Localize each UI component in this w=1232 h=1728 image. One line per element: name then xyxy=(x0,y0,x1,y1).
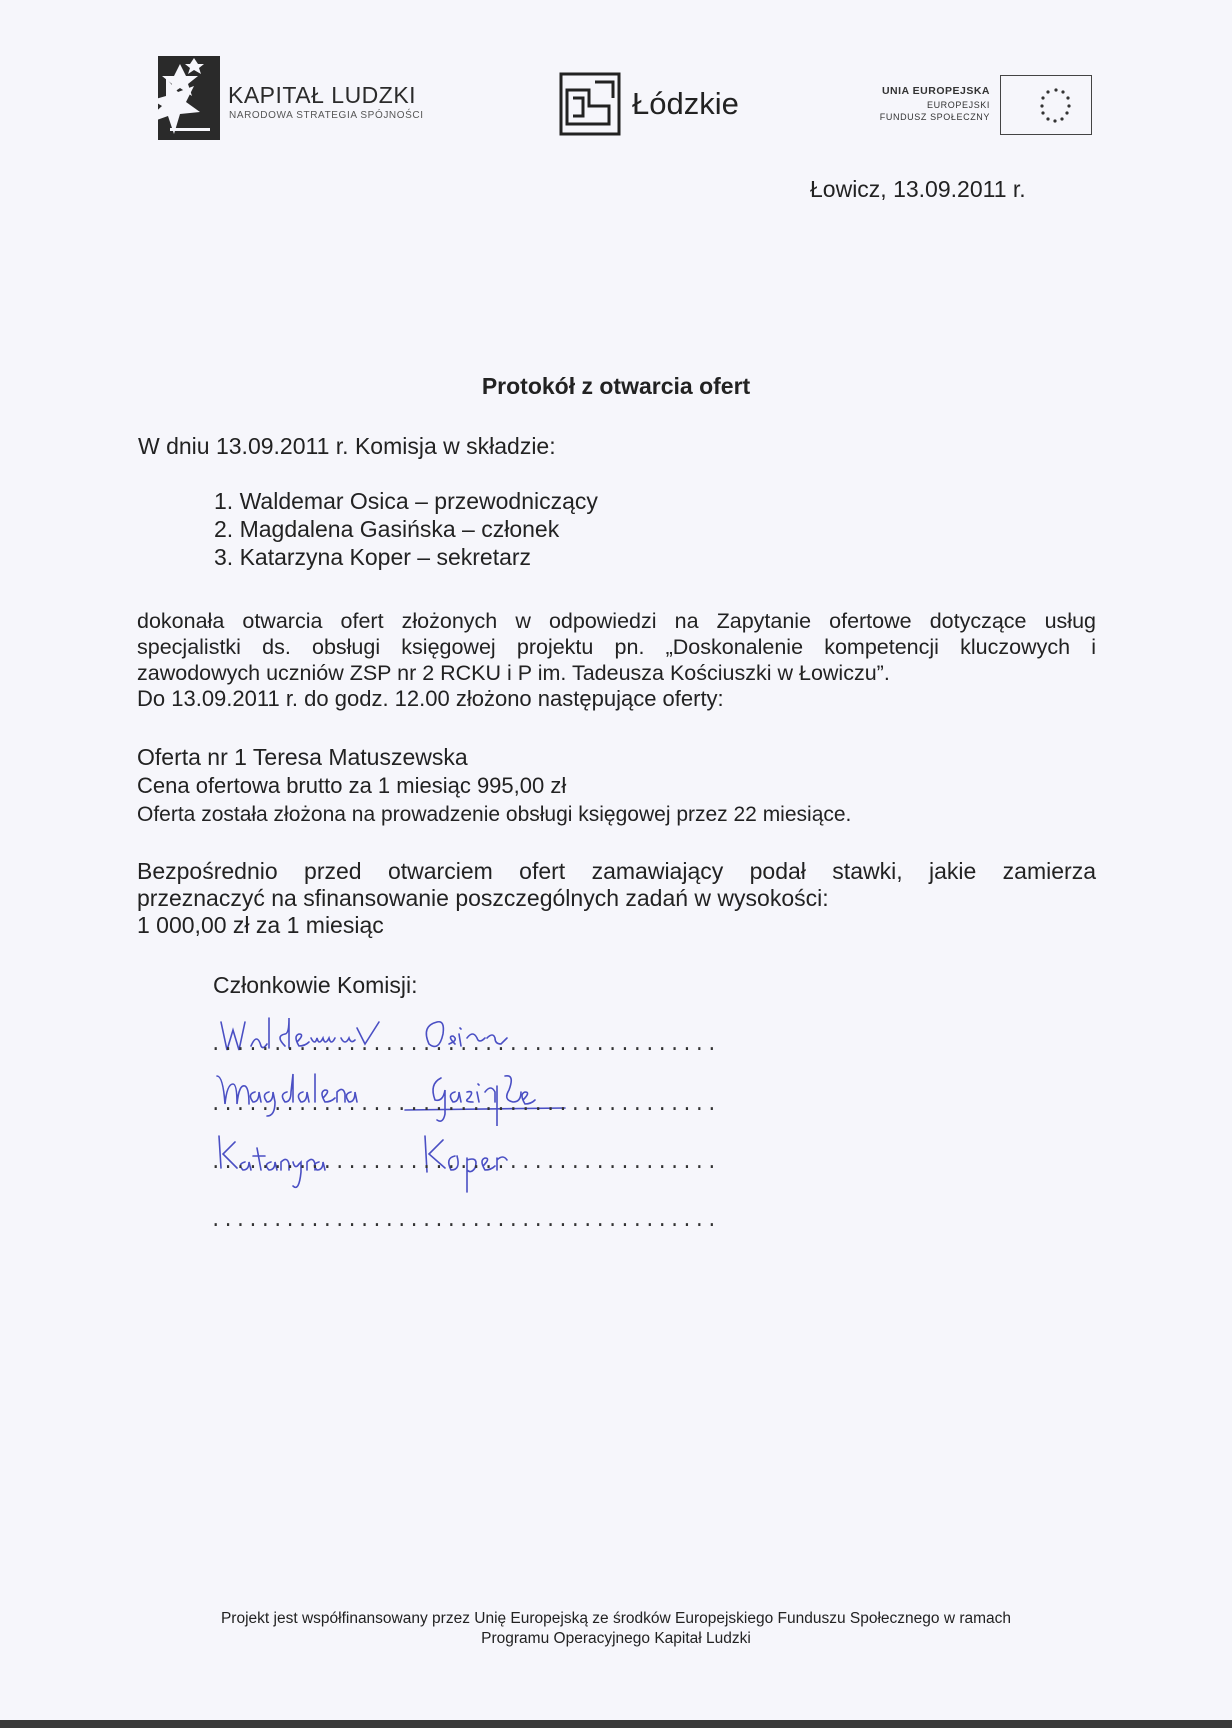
budget-paragraph xyxy=(137,858,1096,939)
paragraph-line: Bezpośrednio przed otwarciem ofert zamawiający podał stawki, jakie zamierza xyxy=(137,858,1096,884)
kapital-ludzki-emblem-icon xyxy=(140,56,230,142)
committee-member-list xyxy=(214,487,598,571)
scan-edge xyxy=(0,1720,1232,1728)
paragraph-line: przeznaczyć na sfinansowanie poszczególnych zadań w wysokości: xyxy=(137,885,829,911)
intro-line: W dniu 13.09.2011 r. Komisja w składzie: xyxy=(138,433,556,459)
funding-footer xyxy=(0,1609,1232,1649)
eu-flag-icon xyxy=(1000,75,1092,135)
footer-line: Projekt jest współfinansowany przez Unię Europejską ze środków Europejskiego Funduszu Społecznego w ramach xyxy=(220,1610,1012,1627)
paragraph-line: specjalistki ds. obsługi księgowej projektu pn. „Doskonalenie kompetencji kluczowych i xyxy=(137,635,1096,659)
kapital-ludzki-subtitle: NARODOWA STRATEGIA SPÓJNOŚCI xyxy=(229,110,424,121)
offer-name: Oferta nr 1 Teresa Matuszewska xyxy=(137,744,468,770)
committee-label: Członkowie Komisji: xyxy=(213,972,418,998)
signature-line: ......................................... xyxy=(210,1152,719,1174)
budget-amount: 1 000,00 zł za 1 miesiąc xyxy=(137,912,384,938)
opening-paragraph xyxy=(137,608,1096,712)
footer-line: Programu Operacyjnego Kapitał Ludzki xyxy=(481,1630,751,1647)
lodzkie-label: Łódzkie xyxy=(632,86,739,121)
lodzkie-logo xyxy=(559,72,759,138)
eu-logo xyxy=(840,75,1092,137)
offer-price: Cena ofertowa brutto za 1 miesiąc 995,00 zł xyxy=(137,773,567,798)
paragraph-line: dokonała otwarcia ofert złożonych w odpowiedzi na Zapytanie ofertowe dotyczące usług xyxy=(137,609,1096,633)
offer-term: Oferta została złożona na prowadzenie obsługi księgowej przez 22 miesiące. xyxy=(137,803,852,826)
signature-line: ......................................... xyxy=(210,1210,719,1232)
kapital-ludzki-logo xyxy=(140,56,460,142)
eu-text-block xyxy=(880,85,990,122)
signature-line: ......................................... xyxy=(210,1034,719,1056)
kapital-ludzki-title: KAPITAŁ LUDZKI xyxy=(228,82,417,108)
eu-line1: UNIA EUROPEJSKA xyxy=(881,85,990,97)
eu-line3: FUNDUSZ SPOŁECZNY xyxy=(879,112,990,122)
paragraph-line: zawodowych uczniów ZSP nr 2 RCKU i P im. Tadeusza Kościuszki w Łowiczu”. xyxy=(137,661,890,685)
signature-line: ......................................... xyxy=(210,1094,719,1116)
member-item: 3. Katarzyna Koper – sekretarz xyxy=(214,544,532,570)
member-item: 1. Waldemar Osica – przewodniczący xyxy=(214,488,598,514)
document-title: Protokół z otwarcia ofert xyxy=(481,373,751,399)
deadline-line: Do 13.09.2011 r. do godz. 12.00 złożono następujące oferty: xyxy=(137,686,724,711)
eu-line2: EUROPEJSKI xyxy=(926,100,990,110)
document-date: Łowicz, 13.09.2011 r. xyxy=(810,176,1026,202)
lodzkie-emblem-icon xyxy=(559,72,625,138)
member-item: 2. Magdalena Gasińska – członek xyxy=(214,516,560,542)
